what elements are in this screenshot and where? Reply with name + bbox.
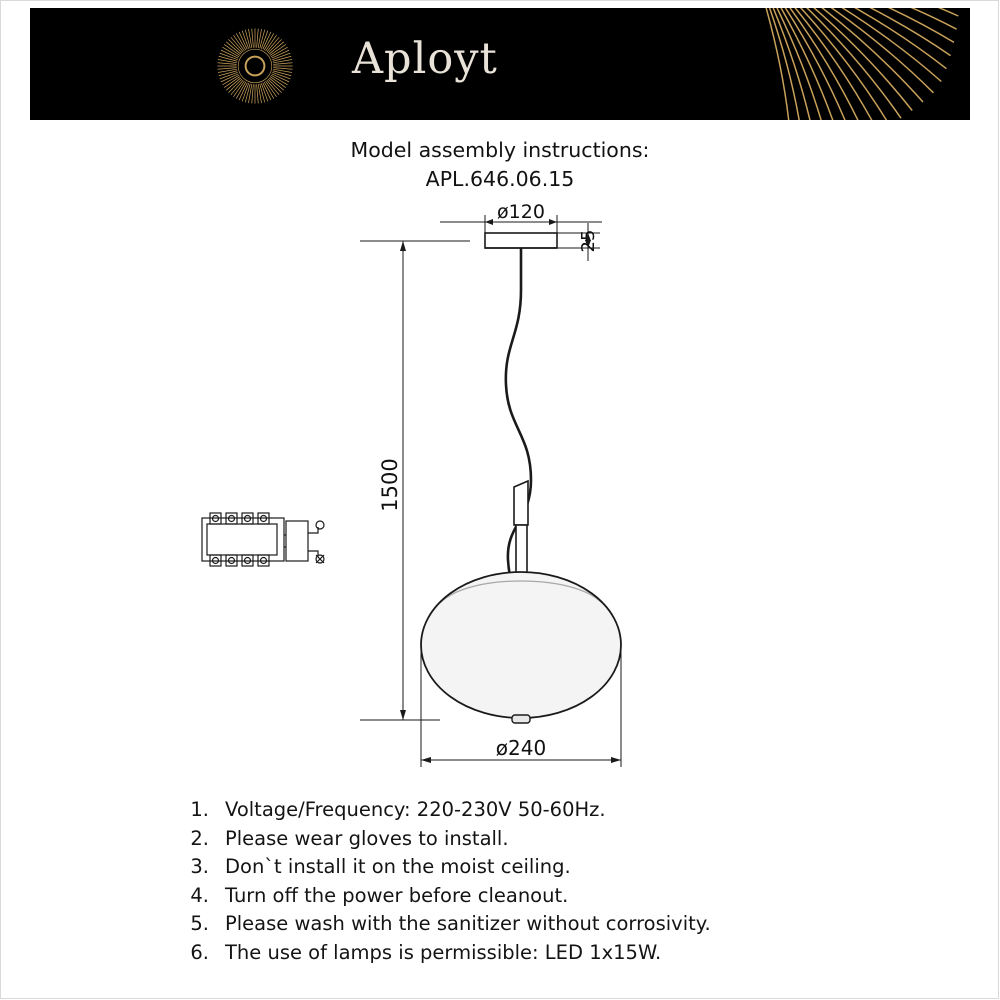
- list-item: [175, 853, 965, 882]
- list-item-number: 2.: [190, 826, 209, 850]
- list-item: [175, 825, 965, 854]
- lamp-stem: [514, 481, 528, 583]
- list-item-number: 3.: [190, 855, 209, 878]
- list-item-text: Please wear gloves to install.: [225, 826, 509, 850]
- brand-name: Aployt: [352, 34, 498, 84]
- list-item-text: Don`t install it on the moist ceiling.: [225, 855, 571, 878]
- list-item-text: Please wash with the sanitizer without corrosivity.: [225, 912, 711, 935]
- instruction-list: [175, 796, 965, 967]
- list-item-number: 6.: [190, 940, 209, 964]
- label-canopy-height: 25: [578, 229, 599, 253]
- list-item-text: The use of lamps is permissible: LED 1x15W.: [225, 940, 662, 964]
- label-shade-diameter: ø240: [495, 736, 547, 760]
- brand-banner: [30, 8, 970, 120]
- list-item: [175, 939, 965, 968]
- ceiling-canopy: [485, 233, 557, 248]
- list-item: [175, 910, 965, 939]
- technical-drawing: [0, 195, 1000, 785]
- page-title: Model assembly instructions:: [350, 138, 650, 162]
- list-item-text: Turn off the power before cleanout.: [225, 883, 569, 907]
- glass-globe-shade: [421, 572, 621, 723]
- list-item-number: 1.: [190, 798, 209, 821]
- label-total-drop: 1500: [378, 458, 402, 512]
- list-item-number: 4.: [190, 883, 209, 907]
- list-item: [175, 796, 965, 825]
- model-code: APL.646.06.15: [425, 167, 575, 191]
- fan-rays-decoration-icon: [610, 8, 970, 120]
- list-item: [175, 882, 965, 911]
- list-item-number: 5.: [190, 912, 209, 935]
- wiring-terminal-block: [202, 513, 324, 566]
- label-canopy-diameter: ø120: [497, 201, 545, 223]
- sunburst-logo-icon: [215, 26, 295, 106]
- list-item-text: Voltage/Frequency: 220-230V 50-60Hz.: [225, 798, 606, 821]
